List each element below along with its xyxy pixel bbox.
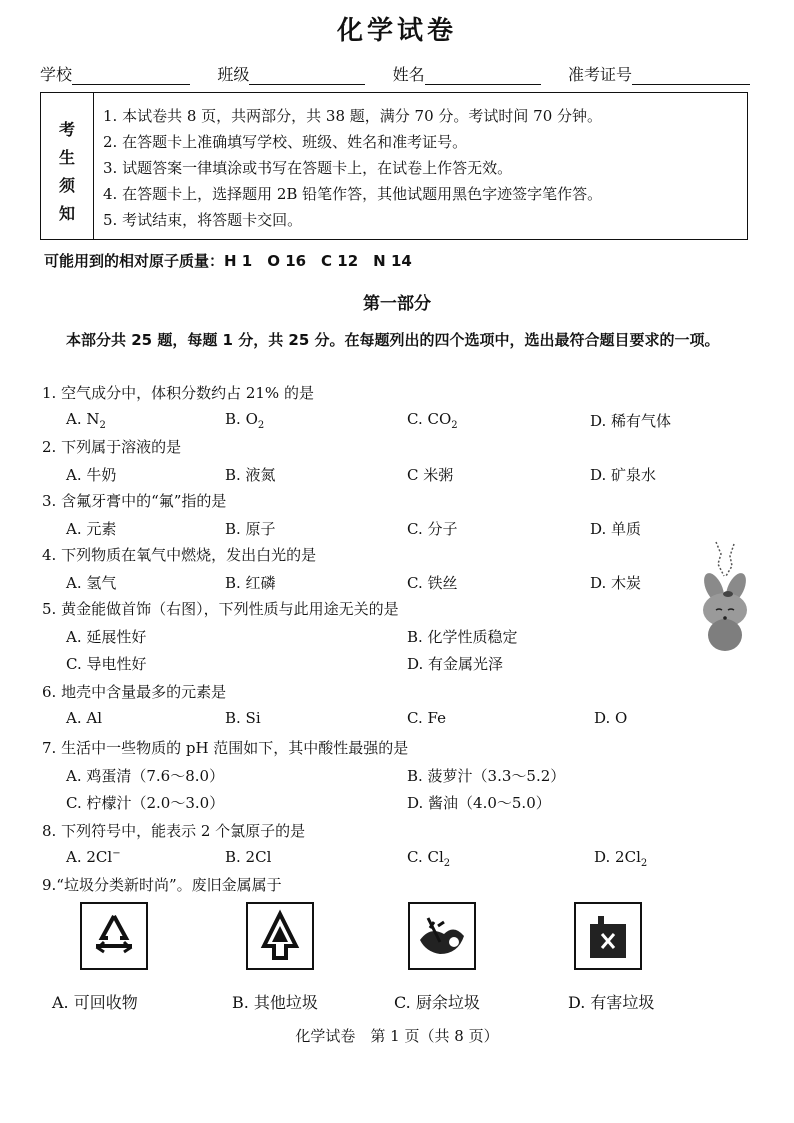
option-d: D. 有害垃圾	[568, 993, 655, 1012]
question-stem: 1. 空气成分中，体积分数约占 21% 的是	[42, 384, 314, 402]
school-field	[40, 62, 190, 85]
option-c: C. 柠檬汁（2.0～3.0）	[66, 794, 225, 812]
option-c: C. 分子	[407, 520, 458, 538]
option-d: D. $2Cl_2$	[594, 848, 648, 869]
question-stem: 5. 黄金能做首饰（右图），下列性质与此用途无关的是	[42, 600, 399, 618]
option-a: A. 氢气	[66, 574, 117, 592]
option-a: A. 牛奶	[66, 466, 117, 484]
class-field	[217, 62, 365, 85]
option-d: D. 木炭	[590, 574, 642, 592]
option-d: D. 单质	[590, 520, 642, 538]
option-a: A. Al	[66, 709, 102, 727]
notice-rules	[103, 103, 602, 233]
notice-rule: 1. 本试卷共 8 页，共两部分，共 38 题，满分 70 分。考试时间 70 分钟。	[103, 107, 603, 125]
option-c: C. $CO_2$	[407, 410, 458, 431]
class-label: 班级	[217, 65, 250, 84]
question-stem: 8. 下列符号中，能表示 2 个氯原子的是	[42, 822, 306, 840]
option-c: C. 厨余垃圾	[394, 993, 480, 1012]
atomic-masses: 可能用到的相对原子质量：H 1 O 16 C 12 N 14	[44, 252, 412, 270]
page-footer: 化学试卷 第 1 页（共 8 页）	[295, 1027, 499, 1045]
part-title: 第一部分	[363, 294, 431, 314]
question-stem: 9.“垃圾分类新时尚”。废旧金属属于	[42, 876, 282, 894]
option-b: B. 2Cl	[225, 848, 272, 866]
option-b: B. 其他垃圾	[232, 993, 318, 1012]
part-intro: 本部分共 25 题，每题 1 分，共 25 分。在每题列出的四个选项中，选出最符合题目要求的一项。	[66, 331, 720, 349]
exam-id-field	[568, 62, 750, 85]
notice-rule: 4. 在答题卡上，选择题用 2B 铅笔作答，其他试题用黑色字迹签字笔作答。	[103, 185, 603, 203]
gold-pendant-image	[688, 540, 760, 660]
option-d: D. 有金属光泽	[407, 655, 504, 673]
notice-rule: 2. 在答题卡上准确填写学校、班级、姓名和准考证号。	[103, 133, 468, 151]
notice-label: 考 生 须 知	[41, 93, 94, 239]
exam-id-label: 准考证号	[567, 65, 632, 84]
option-b: B. Si	[225, 709, 261, 727]
option-d: D. 矿泉水	[590, 466, 657, 484]
option-c: C. Fe	[407, 709, 446, 727]
option-c: C. 铁丝	[407, 574, 458, 592]
option-a: A. 元素	[66, 520, 117, 538]
notice-rule: 3. 试题答案一律填涂或书写在答题卡上，在试卷上作答无效。	[103, 159, 513, 177]
recyclable-bin-icon	[80, 902, 148, 970]
question-stem: 4. 下列物质在氧气中燃烧，发出白光的是	[42, 546, 317, 564]
option-b: B. 液氮	[225, 466, 276, 484]
name-field	[393, 62, 541, 85]
option-b: B. 原子	[225, 520, 276, 538]
hazardous-waste-bin-icon	[574, 902, 642, 970]
other-waste-bin-icon	[246, 902, 314, 970]
option-c: C. $Cl_2$	[407, 848, 451, 869]
question-stem: 3. 含氟牙膏中的“氟”指的是	[42, 492, 227, 510]
exam-id-blank	[632, 66, 750, 85]
option-a: A. 2Cl−	[66, 848, 121, 866]
option-d: D. O	[594, 709, 628, 727]
option-b: B. 红磷	[225, 574, 276, 592]
school-label: 学校	[40, 65, 73, 84]
page-title: 化学试卷	[336, 16, 457, 46]
question-stem: 7. 生活中一些物质的 pH 范围如下，其中酸性最强的是	[42, 739, 409, 757]
option-c: C. 导电性好	[66, 655, 147, 673]
option-a: A. 鸡蛋清（7.6～8.0）	[66, 767, 225, 785]
question-stem: 6. 地壳中含量最多的元素是	[42, 683, 227, 701]
kitchen-waste-bin-icon	[408, 902, 476, 970]
notice-rule: 5. 考试结束，将答题卡交回。	[103, 211, 303, 229]
school-blank	[72, 66, 190, 85]
name-label: 姓名	[392, 65, 425, 84]
option-a: A. 延展性好	[66, 628, 147, 646]
option-a: A. $N_2$	[66, 410, 106, 431]
option-d: D. 稀有气体	[590, 412, 672, 430]
name-blank	[425, 66, 541, 85]
option-a: A. 可回收物	[52, 993, 138, 1012]
option-b: B. 化学性质稳定	[407, 628, 518, 646]
option-b: B. $O_2$	[225, 410, 265, 431]
class-blank	[249, 66, 365, 85]
notice-box	[40, 92, 748, 240]
question-stem: 2. 下列属于溶液的是	[42, 438, 182, 456]
student-info-row	[40, 62, 750, 85]
option-c: C 米粥	[407, 466, 454, 484]
option-d: D. 酱油（4.0～5.0）	[407, 794, 551, 812]
option-b: B. 菠萝汁（3.3～5.2）	[407, 767, 566, 785]
